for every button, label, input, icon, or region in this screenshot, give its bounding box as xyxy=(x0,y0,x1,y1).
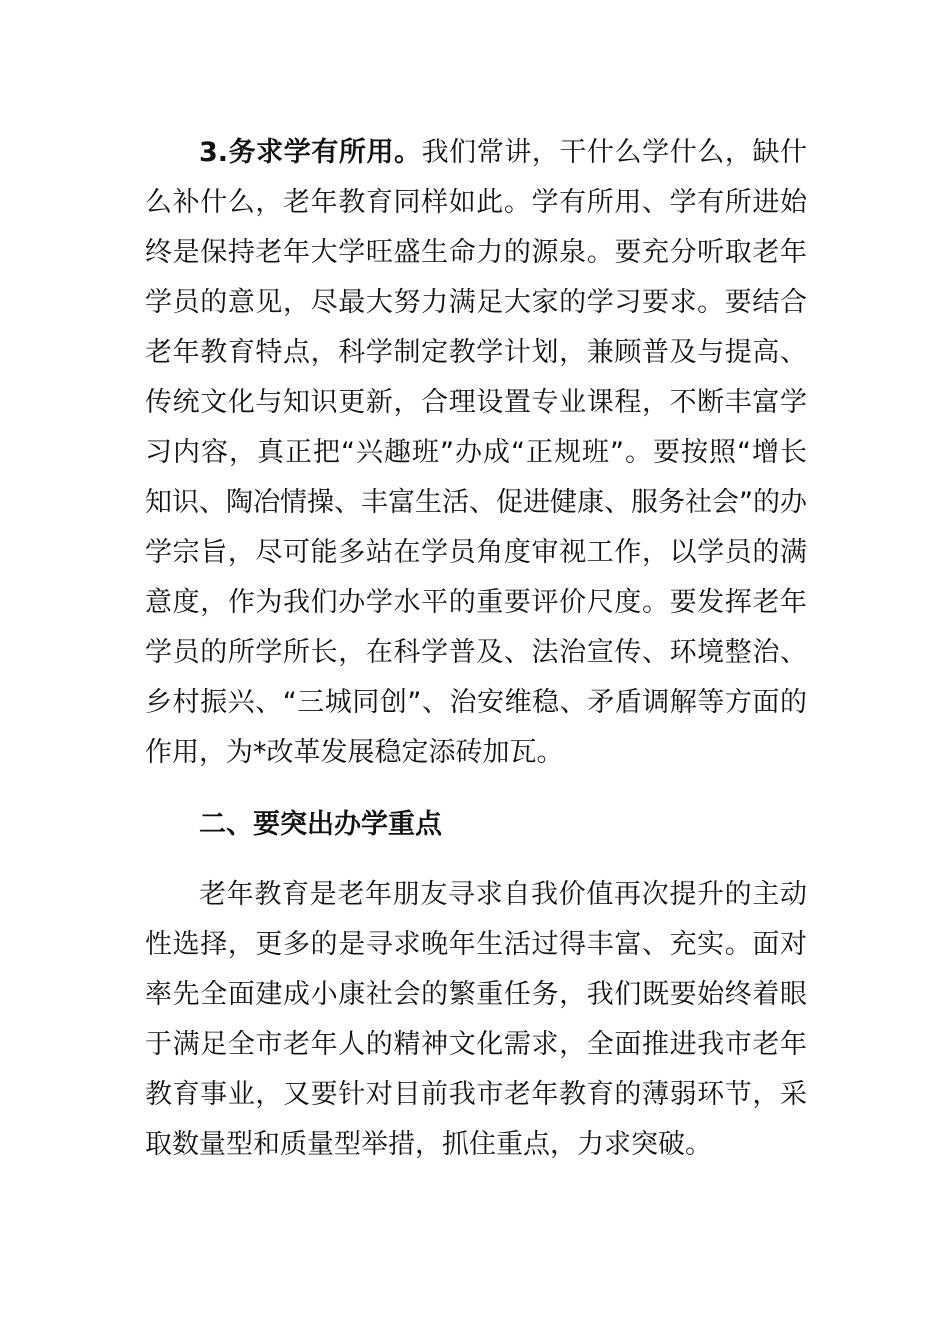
section-3-body: 我们常讲，干什么学什么，缺什么补什么，老年教育同样如此。学有所用、学有所进始终是保持老年大学旺盛生命力的源泉。要充分听取老年学员的意见，尽最大努力满足大家的学习要求。要结合老年教育特点，科学制定教学计划，兼顾普及与提高、传统文化与知识更新，合理设置专业课程，不断丰富学习内容，真正把“兴趣班”办成“正规班”。要按照“增长知识、陶冶情操、丰富生活、促进健康、服务社会”的办学宗旨，尽可能多站在学员角度审视工作，以学员的满意度，作为我们办学水平的重要评价尺度。要发挥老年学员的所学所长，在科学普及、法治宣传、环境整治、乡村振兴、“三城同创”、治安维稳、矛盾调解等方面的作用，为*改革发展稳定添砖加瓦。 xyxy=(145,137,808,768)
document-body xyxy=(145,128,807,1170)
section-2-paragraph: 老年教育是老年朋友寻求自我价值再次提升的主动性选择，更多的是寻求晚年生活过得丰富、充实。面对率先全面建成小康社会的繁重任务，我们既要始终着眼于满足全市老年人的精神文化需求，全面推进我市老年教育事业，又要针对目前我市老年教育的薄弱环节，采取数量型和质量型举措，抓住重点，力求突破。 xyxy=(145,879,807,1160)
section-3-lead: 3.务求学有所用。 xyxy=(199,137,422,168)
section-heading-2: 二、要突出办学重点 xyxy=(199,809,442,840)
section-3-paragraph xyxy=(145,128,807,778)
